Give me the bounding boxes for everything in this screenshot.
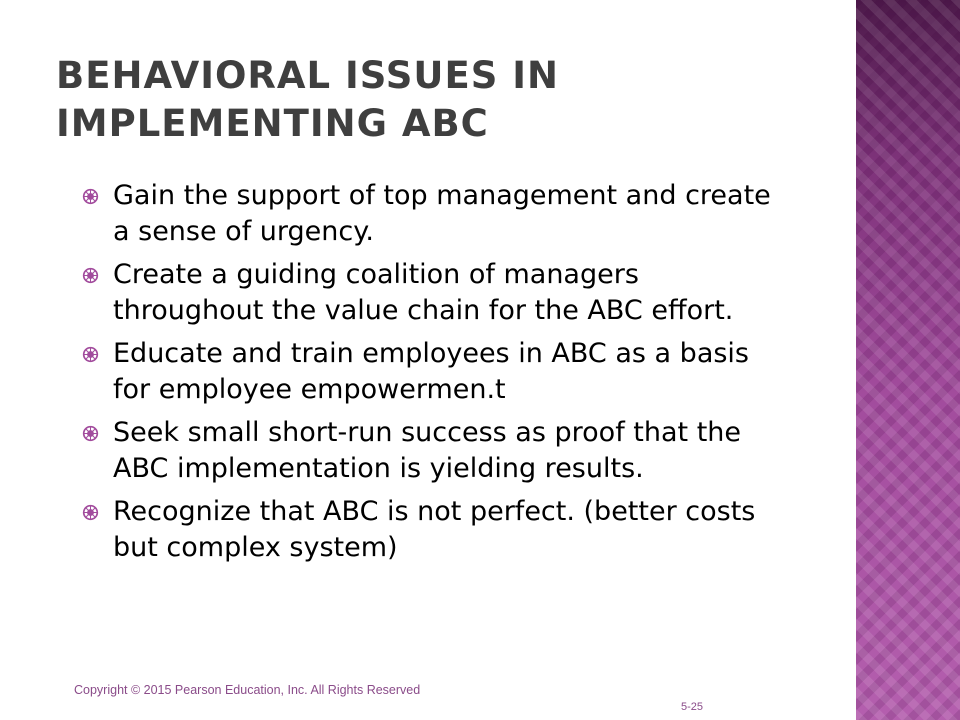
- sun-wheel-bullet-icon: [82, 504, 99, 521]
- sun-wheel-bullet-icon: [82, 188, 99, 205]
- bullet-text: Recognize that ABC is not perfect. (better costs but complex system): [113, 496, 756, 563]
- sun-wheel-bullet-icon: [82, 267, 99, 284]
- sun-wheel-bullet-icon: [82, 346, 99, 363]
- bullet-list: [82, 178, 782, 573]
- decorative-side-band: [856, 0, 960, 720]
- slide-title: BEHAVIORAL ISSUES IN IMPLEMENTING ABC: [56, 54, 559, 145]
- bullet-text: Educate and train employees in ABC as a basis for employee empowermen.t: [113, 338, 750, 405]
- bullet-text: Gain the support of top management and create a sense of urgency.: [113, 180, 771, 247]
- bullet-text: Seek small short-run success as proof that the ABC implementation is yielding results.: [113, 417, 742, 484]
- bullet-item: [82, 336, 782, 408]
- page-number: 5-25: [681, 701, 704, 713]
- bullet-item: [82, 494, 782, 566]
- sun-wheel-bullet-icon: [82, 425, 99, 442]
- copyright-notice: Copyright © 2015 Pearson Education, Inc. All Rights Reserved: [74, 683, 421, 697]
- bullet-item: [82, 257, 782, 329]
- bullet-item: [82, 415, 782, 487]
- bullet-text: Create a guiding coalition of managers throughout the value chain for the ABC effort.: [113, 259, 734, 326]
- bullet-item: [82, 178, 782, 250]
